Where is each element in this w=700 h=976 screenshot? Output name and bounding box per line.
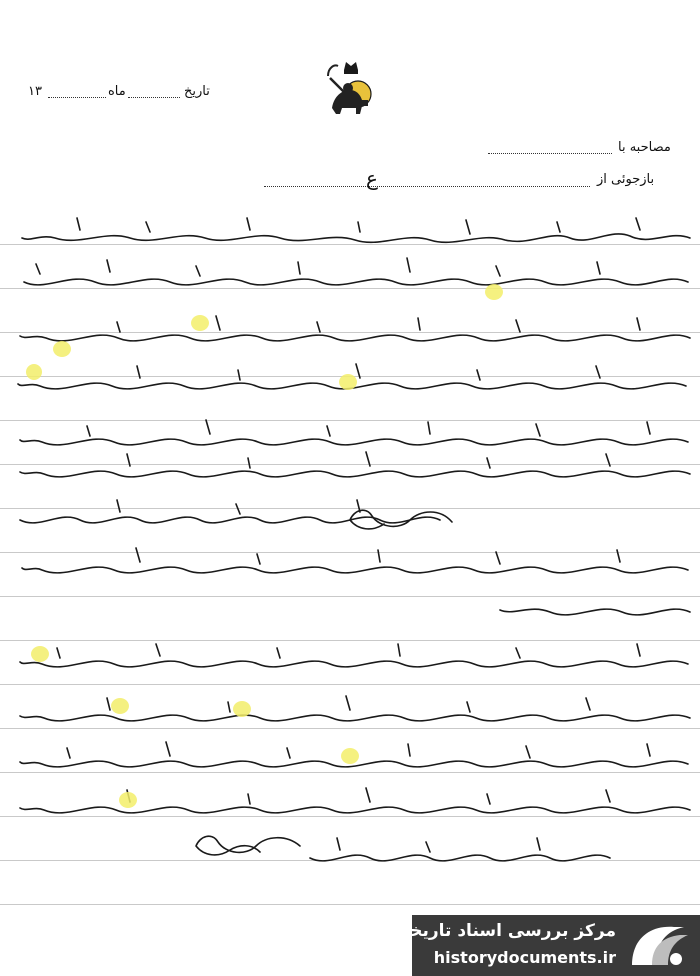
- month-label: ماه: [108, 84, 126, 99]
- interrogation-mark: ع: [366, 166, 378, 190]
- interrogation-label: بازجوئی از: [597, 172, 655, 187]
- watermark-title: مرکز بررسی اسناد تاریخی: [393, 921, 616, 941]
- watermark-url: historydocuments.ir: [433, 948, 616, 967]
- interview-label: مصاحبه با: [618, 140, 671, 155]
- date-label: تاریخ: [184, 84, 210, 99]
- archive-watermark: [393, 915, 700, 976]
- year-prefix: ۱۳: [28, 84, 42, 99]
- archive-logo-icon: [622, 919, 694, 973]
